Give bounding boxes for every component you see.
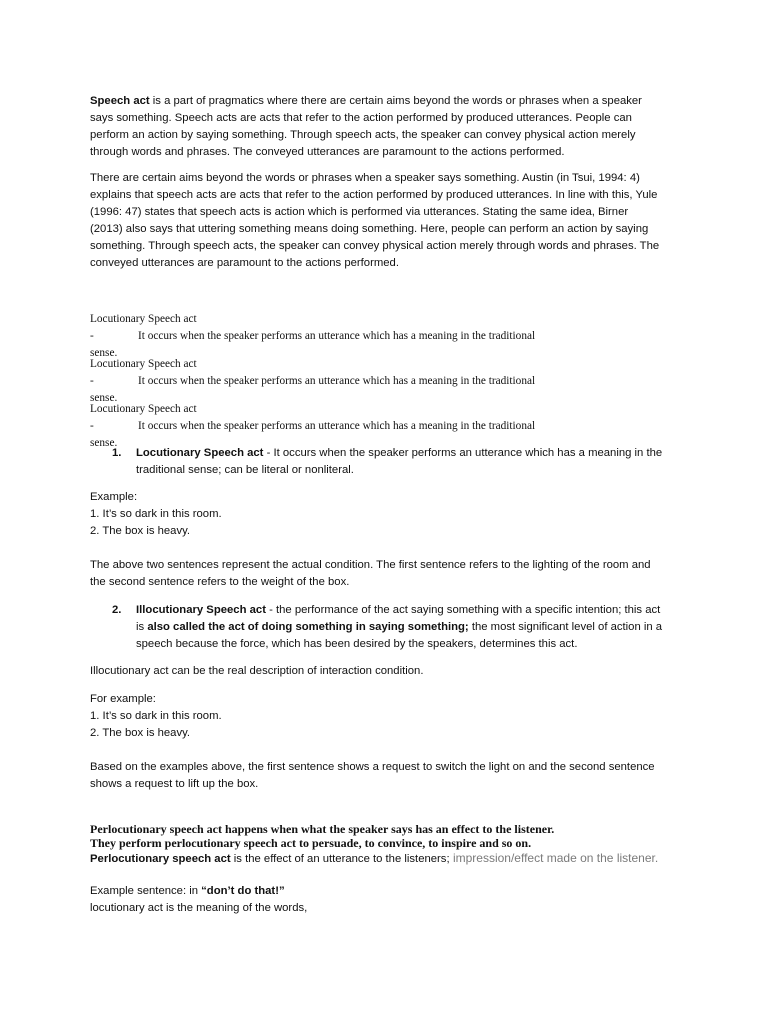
locutionary-line: It occurs when the speaker performs an utterance which has a meaning in the traditional — [138, 330, 536, 342]
illocutionary-note: Illocutionary act can be the real description of interaction condition. — [90, 665, 424, 677]
locutionary-term: Locutionary Speech act — [136, 447, 264, 459]
request-paragraph: Based on the examples above, the first sentence shows a request to switch the light on and the second sentence shows a request to lift up the box. — [90, 761, 655, 790]
example-2 — [90, 691, 660, 742]
example-label: Example: — [90, 491, 138, 503]
example-1 — [90, 489, 660, 540]
perlocutionary-definition: is the effect of an utterance to the listeners; — [230, 853, 450, 865]
last-line: locutionary act is the meaning of the words, — [90, 902, 308, 914]
perlocutionary-effect-note: impression/effect made on the listener. — [449, 851, 659, 865]
locutionary-line-end: sense. — [90, 437, 118, 449]
list-number-2: 2. — [112, 604, 122, 616]
example-sentence — [90, 883, 660, 900]
perlocutionary-line-3 — [90, 850, 690, 868]
intro-paragraph — [90, 93, 660, 161]
condition-paragraph: The above two sentences represent the actual condition. The first sentence refers to the lighting of the room and the second sentence refers to the weight of the box. — [90, 559, 651, 588]
illocutionary-definition-a: - the performance of the act saying something with a specific intention; this act is — [136, 604, 661, 633]
example-line: 2. The box is heavy. — [90, 727, 191, 739]
locutionary-item — [136, 445, 666, 479]
locutionary-repeat-2 — [90, 356, 660, 407]
locutionary-repeat-1 — [90, 311, 660, 362]
list-dash: - — [90, 375, 94, 387]
list-number-1: 1. — [112, 447, 122, 459]
theory-paragraph: There are certain aims beyond the words or phrases when a speaker says something. Austin (in Tsui, 1994: 4) explains that speech acts are acts that refer to the action performed by produced utterances. In line with this, Yule (1996: 47) states that speech acts is action which is performed via utterances. Stating the same idea, Birner (2013) also says that uttering something means doing something. Here, people can perform an action by saying something. Through speech acts, the speaker can convey physical action merely through words and phrases. The conveyed utterances are paramount to the actions performed. — [90, 172, 660, 269]
example-line: 1. It’s so dark in this room. — [90, 710, 222, 722]
locutionary-title: Locutionary Speech act — [90, 358, 197, 370]
perlocutionary-term: Perlocutionary speech act — [90, 853, 231, 865]
locutionary-line: It occurs when the speaker performs an utterance which has a meaning in the traditional — [138, 420, 536, 432]
illocutionary-item — [136, 602, 666, 653]
list-dash: - — [90, 330, 94, 342]
locutionary-title: Locutionary Speech act — [90, 313, 197, 325]
perlocutionary-line-2: They perform perlocutionary speech act to persuade, to convince, to inspire and so on. — [90, 836, 532, 850]
example-line: 1. It’s so dark in this room. — [90, 508, 222, 520]
example-sentence-prefix: Example sentence: in — [90, 885, 202, 897]
list-dash: - — [90, 420, 94, 432]
locutionary-title: Locutionary Speech act — [90, 403, 197, 415]
illocutionary-term: Illocutionary Speech act — [136, 604, 266, 616]
example-sentence-quote: “don’t do that!” — [201, 885, 285, 897]
perlocutionary-line-1: Perlocutionary speech act happens when what the speaker says has an effect to the listener. — [90, 822, 555, 836]
illocutionary-bold-phrase: also called the act of doing something in saying something; — [147, 621, 469, 633]
locutionary-line-end: sense. — [90, 392, 118, 404]
illocutionary-definition-b: the most significant level of action in a speech because the force, which has been desired by the speakers, determines this act. — [136, 621, 663, 650]
speech-act-term: Speech act — [90, 95, 150, 107]
locutionary-line: It occurs when the speaker performs an utterance which has a meaning in the traditional — [138, 375, 536, 387]
example-label: For example: — [90, 693, 156, 705]
intro-text: is a part of pragmatics where there are certain aims beyond the words or phrases when a speaker says something. Speech acts are acts that refer to the action performed by produced utterances. People can perform an action by saying something. Through speech acts, the speaker can convey physical action merely through words and phrases. The conveyed utterances are paramount to the actions performed. — [90, 95, 642, 158]
locutionary-line-end: sense. — [90, 347, 118, 359]
perlocutionary-section — [90, 822, 690, 868]
example-line: 2. The box is heavy. — [90, 525, 191, 537]
locutionary-definition: - It occurs when the speaker performs an utterance which has a meaning in the traditional sense; can be literal or nonliteral. — [136, 447, 663, 476]
